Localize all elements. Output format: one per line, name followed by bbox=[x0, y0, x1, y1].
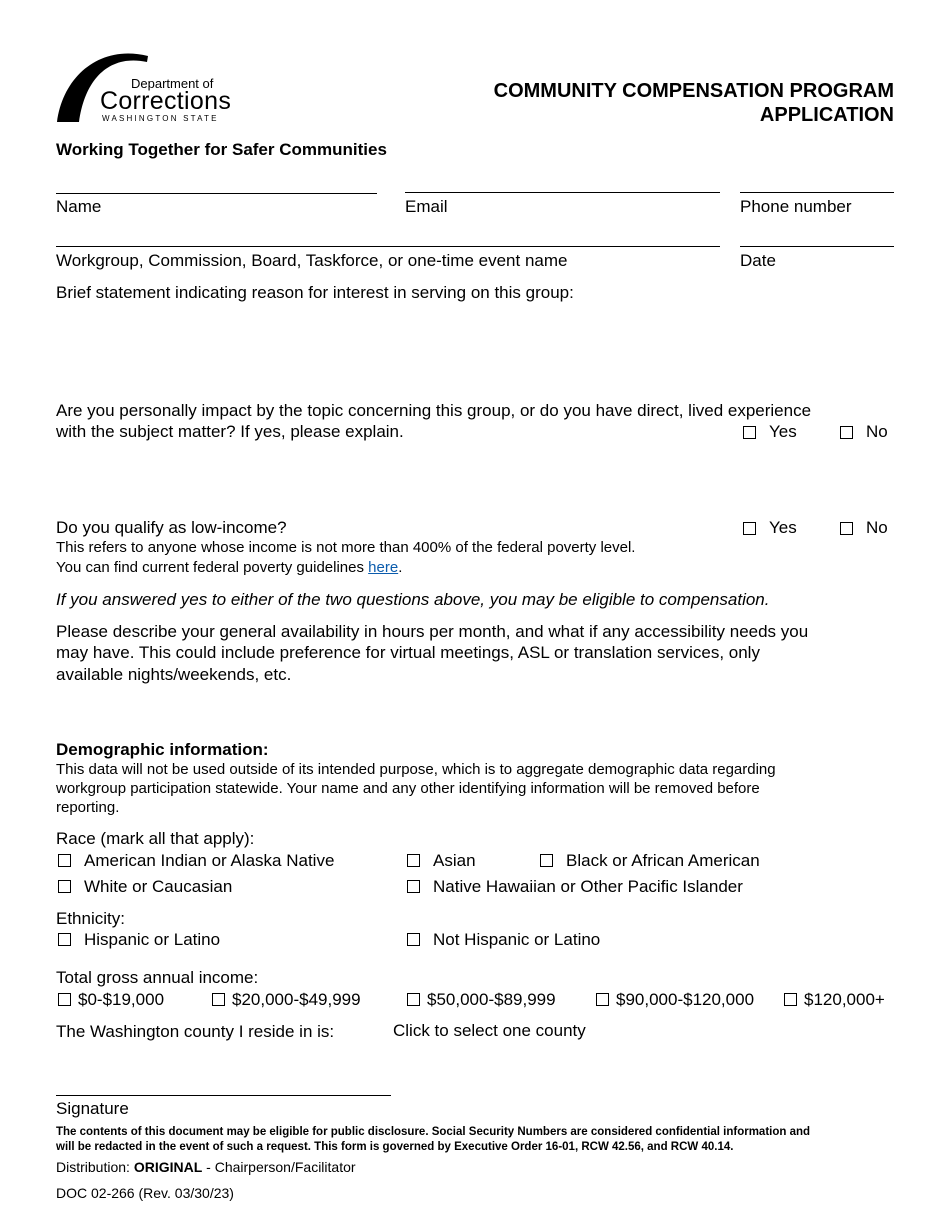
name-label: Name bbox=[56, 197, 102, 216]
low-income-note-text: You can find current federal poverty guidelines bbox=[56, 559, 369, 576]
logo-sub-text: WASHINGTON STATE bbox=[102, 114, 219, 123]
poverty-guidelines-link[interactable]: here bbox=[368, 559, 399, 576]
doc-logo bbox=[55, 46, 245, 126]
email-label: Email bbox=[405, 197, 448, 216]
workgroup-field[interactable] bbox=[56, 246, 720, 247]
race-label: Race (mark all that apply): bbox=[56, 829, 255, 848]
demographics-desc-line2: workgroup participation statewide. Your name and any other identifying information will be removed before bbox=[56, 780, 760, 797]
distribution-line bbox=[56, 1158, 356, 1176]
impact-yes-checkbox[interactable] bbox=[743, 426, 756, 439]
date-label: Date bbox=[740, 251, 776, 270]
income-range4-checkbox[interactable] bbox=[596, 993, 609, 1006]
impact-question-line2: with the subject matter? If yes, please explain. bbox=[56, 422, 404, 441]
disclosure-line1: The contents of this document may be eligible for public disclosure. Social Security Numbers are considered confidential information and bbox=[56, 1126, 811, 1138]
ethnicity-not-hispanic-checkbox[interactable] bbox=[407, 933, 420, 946]
eligibility-note: If you answered yes to either of the two questions above, you may be eligible to compensation. bbox=[56, 590, 770, 609]
low-income-no-label: No bbox=[866, 518, 888, 537]
page-title-line2: APPLICATION bbox=[759, 104, 894, 126]
phone-label: Phone number bbox=[740, 197, 852, 216]
ethnicity-hispanic-label: Hispanic or Latino bbox=[84, 930, 221, 949]
race-white-checkbox[interactable] bbox=[58, 880, 71, 893]
income-range2-label: $20,000-$49,999 bbox=[232, 990, 361, 1009]
impact-explain-area[interactable] bbox=[56, 446, 894, 512]
availability-prompt-line3: available nights/weekends, etc. bbox=[56, 665, 292, 684]
availability-prompt-line2: may have. This could include preference for virtual meetings, ASL or translation services, only bbox=[56, 643, 760, 662]
logo-top-text: Department of bbox=[131, 76, 214, 91]
demographics-desc-line3: reporting. bbox=[56, 799, 120, 816]
demographics-heading: Demographic information: bbox=[56, 740, 269, 759]
availability-prompt-line1: Please describe your general availability in hours per month, and what if any accessibility needs you bbox=[56, 622, 809, 641]
low-income-note-line2 bbox=[56, 558, 402, 577]
race-black-checkbox[interactable] bbox=[540, 854, 553, 867]
signature-field[interactable] bbox=[56, 1095, 391, 1096]
phone-field[interactable] bbox=[740, 192, 894, 193]
income-label: Total gross annual income: bbox=[56, 968, 259, 987]
distribution-original: ORIGINAL bbox=[133, 1159, 203, 1175]
impact-no-label: No bbox=[866, 422, 888, 441]
race-black-label: Black or African American bbox=[566, 851, 760, 870]
logo-main-text: Corrections bbox=[100, 87, 232, 115]
income-range3-checkbox[interactable] bbox=[407, 993, 420, 1006]
county-select[interactable]: Click to select one county bbox=[393, 1021, 586, 1040]
doc-number: DOC 02-266 (Rev. 03/30/23) bbox=[56, 1185, 234, 1201]
race-american-indian-label: American Indian or Alaska Native bbox=[84, 851, 335, 870]
low-income-note-line1: This refers to anyone whose income is not more than 400% of the federal poverty level. bbox=[56, 539, 636, 556]
county-label: The Washington county I reside in is: bbox=[56, 1022, 335, 1041]
availability-input-area[interactable] bbox=[56, 688, 894, 736]
income-range2-checkbox[interactable] bbox=[212, 993, 225, 1006]
page-title-line1: COMMUNITY COMPENSATION PROGRAM bbox=[493, 80, 894, 102]
income-range1-label: $0-$19,000 bbox=[78, 990, 165, 1009]
race-hawaiian-label: Native Hawaiian or Other Pacific Islander bbox=[433, 877, 743, 896]
income-range1-checkbox[interactable] bbox=[58, 993, 71, 1006]
low-income-no-checkbox[interactable] bbox=[840, 522, 853, 535]
income-range5-label: $120,000+ bbox=[804, 990, 885, 1009]
low-income-question: Do you qualify as low-income? bbox=[56, 518, 287, 537]
impact-no-checkbox[interactable] bbox=[840, 426, 853, 439]
low-income-note-period: . bbox=[398, 559, 403, 576]
workgroup-label: Workgroup, Commission, Board, Taskforce, or one-time event name bbox=[56, 251, 568, 270]
impact-question-line1: Are you personally impact by the topic concerning this group, or do you have direct, lived experience bbox=[56, 401, 812, 420]
demographics-desc-line1: This data will not be used outside of its intended purpose, which is to aggregate demographic data regarding bbox=[56, 761, 776, 778]
distribution-suffix: - Chairperson/Facilitator bbox=[202, 1159, 356, 1175]
statement-prompt: Brief statement indicating reason for interest in serving on this group: bbox=[56, 283, 574, 302]
disclosure-line2: will be redacted in the event of such a request. This form is governed by Executive Order 16-01, RCW 42.56, and RCW 40.14. bbox=[56, 1141, 734, 1153]
name-field[interactable] bbox=[56, 193, 377, 194]
race-white-label: White or Caucasian bbox=[84, 877, 233, 896]
income-range5-checkbox[interactable] bbox=[784, 993, 797, 1006]
ethnicity-hispanic-checkbox[interactable] bbox=[58, 933, 71, 946]
race-asian-label: Asian bbox=[433, 851, 476, 870]
low-income-yes-label: Yes bbox=[769, 518, 797, 537]
income-range3-label: $50,000-$89,999 bbox=[427, 990, 556, 1009]
signature-label: Signature bbox=[56, 1099, 129, 1118]
date-field[interactable] bbox=[740, 246, 894, 247]
ethnicity-label: Ethnicity: bbox=[56, 909, 125, 928]
race-asian-checkbox[interactable] bbox=[407, 854, 420, 867]
statement-input-area[interactable] bbox=[56, 306, 894, 396]
tagline: Working Together for Safer Communities bbox=[56, 140, 387, 159]
email-field[interactable] bbox=[405, 192, 720, 193]
race-hawaiian-checkbox[interactable] bbox=[407, 880, 420, 893]
low-income-yes-checkbox[interactable] bbox=[743, 522, 756, 535]
income-range4-label: $90,000-$120,000 bbox=[616, 990, 755, 1009]
race-american-indian-checkbox[interactable] bbox=[58, 854, 71, 867]
distribution-prefix: Distribution: bbox=[56, 1159, 134, 1175]
impact-yes-label: Yes bbox=[769, 422, 797, 441]
ethnicity-not-hispanic-label: Not Hispanic or Latino bbox=[433, 930, 601, 949]
